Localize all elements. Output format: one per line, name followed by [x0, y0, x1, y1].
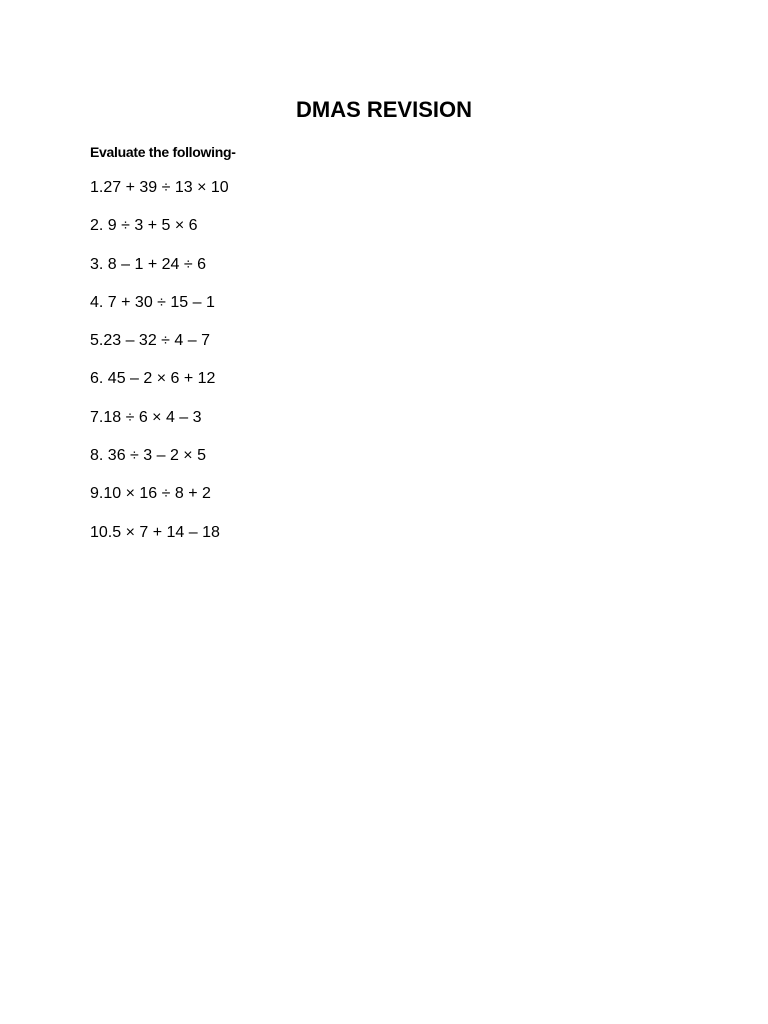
problem-item: 1.27 + 39 ÷ 13 × 10: [90, 179, 229, 196]
problem-list: [90, 178, 229, 561]
problem-item: 5.23 – 32 ÷ 4 – 7: [90, 332, 210, 350]
problem-item: 8. 36 ÷ 3 – 2 × 5: [90, 447, 206, 465]
problem-item: 3. 8 – 1 + 24 ÷ 6: [90, 255, 206, 273]
problem-item: 7.18 ÷ 6 × 4 – 3: [90, 408, 202, 426]
problem-item: 9.10 × 16 ÷ 8 + 2: [90, 485, 211, 503]
problem-item: 6. 45 – 2 × 6 + 12: [90, 370, 216, 388]
instruction-text: Evaluate the following-: [90, 144, 236, 160]
problem-item: 2. 9 ÷ 3 + 5 × 6: [90, 217, 198, 235]
page-title: DMAS REVISION: [295, 97, 473, 122]
problem-item: 10.5 × 7 + 14 – 18: [90, 523, 220, 541]
problem-item: 4. 7 + 30 ÷ 15 – 1: [90, 293, 215, 311]
